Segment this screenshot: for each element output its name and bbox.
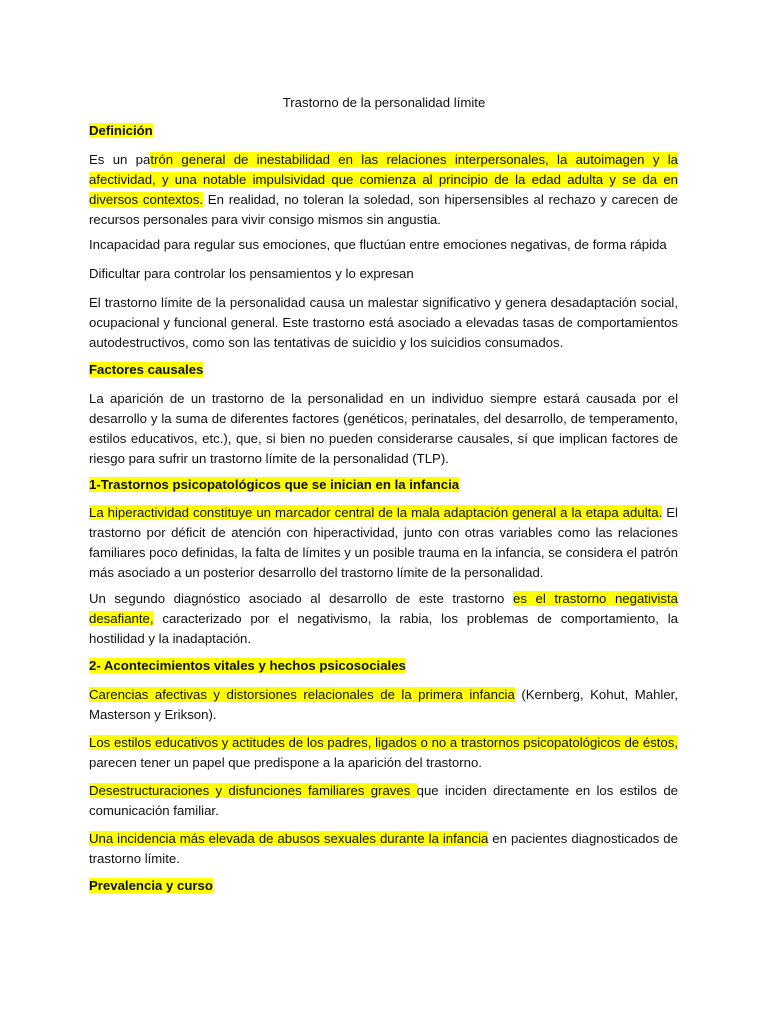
paragraph-definicion bbox=[89, 150, 678, 230]
highlighted-text: Una incidencia más elevada de abusos sexuales durante la infancia bbox=[89, 831, 489, 846]
heading-text: Prevalencia y curso bbox=[89, 878, 213, 893]
highlighted-text: trón general de inestabilidad en las relaciones interpersonales, la autoimagen y la afectividad, y una notable impulsividad que comienza al principio de la edad adulta y se da en diversos contextos. bbox=[89, 152, 678, 207]
section-heading-acontecimientos bbox=[89, 656, 678, 676]
text-run: Es un pa bbox=[89, 152, 151, 167]
highlighted-text: Desestructuraciones y disfunciones familiares graves bbox=[89, 783, 417, 798]
text-run: En realidad, no toleran la soledad, son hipersensibles al rechazo y carecen de recursos personales para vivir consigo mismos sin angustia. bbox=[89, 192, 678, 227]
paragraph-malestar: El trastorno límite de la personalidad causa un malestar significativo y genera desadaptación social, ocupacional y funcional general. Este trastorno está asociado a elevadas tasas de comportamientos autodestructivos, como son las tentativas de suicidio y los suicidios consumados. bbox=[89, 295, 678, 350]
highlighted-text: es el trastorno negativista desafiante, bbox=[89, 591, 678, 626]
section-heading-trastornos bbox=[89, 475, 678, 495]
highlighted-text: La hiperactividad constituye un marcador central de la mala adaptación general a la etapa adulta. bbox=[89, 505, 663, 520]
section-heading-definicion bbox=[89, 121, 678, 141]
text-run: parecen tener un papel que predispone a la aparición del trastorno. bbox=[89, 755, 482, 770]
section-heading-prevalencia bbox=[89, 876, 678, 896]
paragraph-pensamientos: Dificultar para controlar los pensamientos y lo expresan bbox=[89, 266, 414, 281]
paragraph-factores: La aparición de un trastorno de la personalidad en un individuo siempre estará causada por el desarrollo y la suma de diferentes factores (genéticos, perinatales, del desarrollo, de temperamento, estilos educativos, etc.), que, si bien no pueden considerarse causales, sí que implican factores de riesgo para sufrir un trastorno límite de la personalidad (TLP). bbox=[89, 391, 678, 466]
paragraph-hiperactividad bbox=[89, 503, 678, 583]
paragraph-negativista bbox=[89, 589, 678, 649]
paragraph-desestructuraciones bbox=[89, 781, 678, 821]
heading-text: Definición bbox=[89, 123, 153, 138]
paragraph-emociones: Incapacidad para regular sus emociones, que fluctúan entre emociones negativas, de forma rápida bbox=[89, 237, 667, 252]
highlighted-text: Carencias afectivas y distorsiones relacionales de la primera infancia bbox=[89, 687, 515, 702]
heading-text: 1-Trastornos psicopatológicos que se inician en la infancia bbox=[89, 477, 460, 492]
highlighted-text: Los estilos educativos y actitudes de los padres, ligados o no a trastornos psicopatológicos de éstos, bbox=[89, 735, 678, 750]
section-heading-factores bbox=[89, 360, 678, 380]
paragraph-estilos bbox=[89, 733, 678, 773]
heading-text: 2- Acontecimientos vitales y hechos psicosociales bbox=[89, 658, 406, 673]
text-run: caracterizado por el negativismo, la rabia, los problemas de comportamiento, la hostilidad y la inadaptación. bbox=[89, 611, 678, 646]
text-run: Un segundo diagnóstico asociado al desarrollo de este trastorno bbox=[89, 591, 513, 606]
heading-text: Factores causales bbox=[89, 362, 204, 377]
page-title: Trastorno de la personalidad límite bbox=[282, 95, 486, 110]
text-run: El trastorno por déficit de atención con hiperactividad, junto con otras variables como las relaciones familiares poco definidas, la falta de límites y un posible trauma en la infancia, se considera el patrón más asociado a un posterior desarrollo del trastorno límite de la personalidad. bbox=[89, 505, 678, 580]
text-run: que inciden directamente en los estilos de comunicación familiar. bbox=[89, 783, 678, 818]
text-run: en pacientes diagnosticados de trastorno límite. bbox=[89, 831, 678, 866]
paragraph-carencias bbox=[89, 685, 678, 725]
text-run: (Kernberg, Kohut, Mahler, Masterson y Erikson). bbox=[89, 687, 678, 722]
paragraph-abusos bbox=[89, 829, 678, 869]
